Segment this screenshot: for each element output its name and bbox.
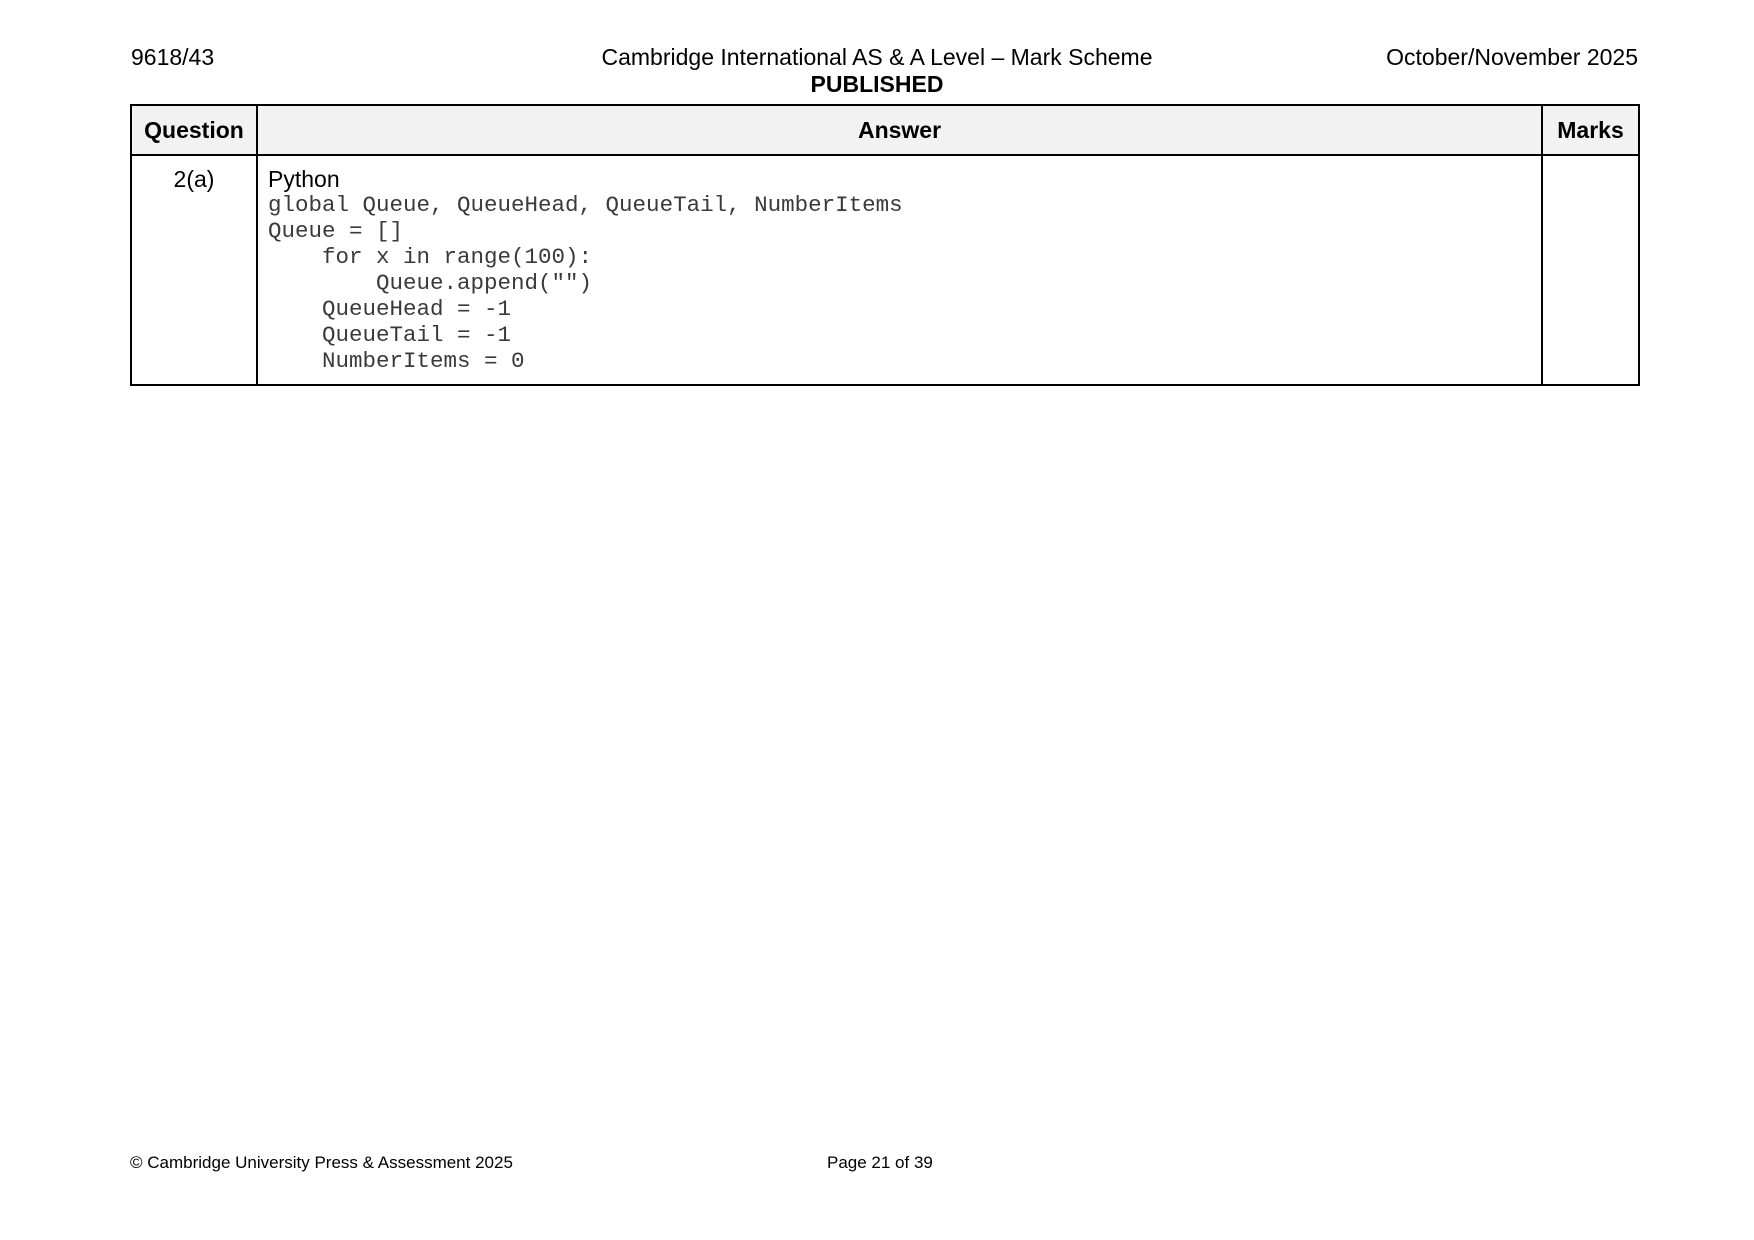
exam-session: October/November 2025: [1386, 44, 1638, 70]
column-header-question: Question: [131, 105, 257, 155]
table-header-row: [131, 105, 1639, 155]
column-header-marks: Marks: [1542, 105, 1639, 155]
table-row: [131, 155, 1639, 385]
page-number: Page 21 of 39: [827, 1153, 933, 1172]
syllabus-code: 9618/43: [131, 44, 215, 70]
mark-scheme-table: [130, 104, 1640, 386]
answer-code: global Queue, QueueHead, QueueTail, NumberItems Queue = [] for x in range(100): Queue.append("") QueueHead = -1 QueueTail = -1 NumberItems = 0: [268, 192, 903, 374]
answer-language: Python: [268, 166, 340, 192]
question-number: 2(a): [131, 155, 257, 385]
marks-cell: [1542, 155, 1639, 385]
answer-cell: [257, 155, 1542, 385]
published-label: PUBLISHED: [810, 71, 944, 97]
column-header-answer: Answer: [257, 105, 1542, 155]
document-title: Cambridge International AS & A Level – Mark Scheme: [601, 44, 1153, 70]
copyright-notice: © Cambridge University Press & Assessment 2025: [130, 1153, 513, 1172]
